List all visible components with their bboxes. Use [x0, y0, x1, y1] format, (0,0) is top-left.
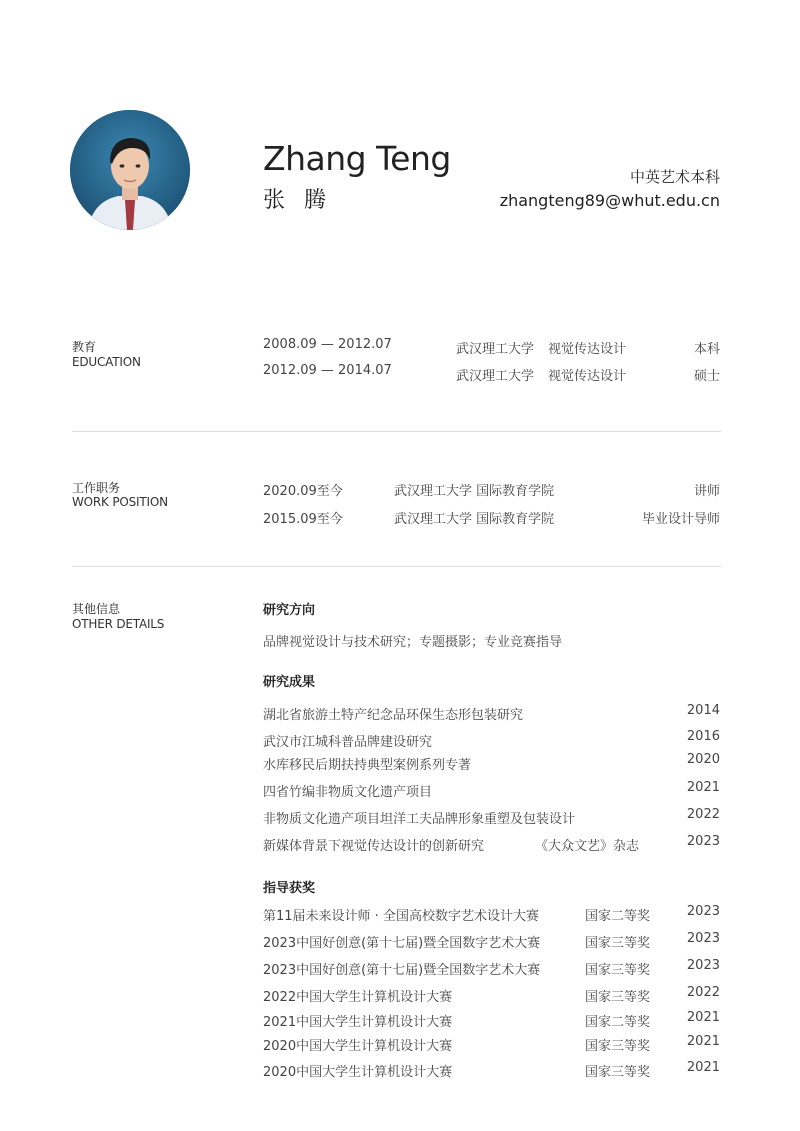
degree-label: 中英艺术本科	[629, 168, 720, 186]
award-level: 国家二等奖	[585, 1015, 651, 1030]
name-chinese: 张 腾	[263, 188, 332, 213]
education-school: 武汉理工大学	[456, 369, 535, 384]
section-divider	[72, 431, 721, 432]
award-year: 2023	[686, 904, 720, 919]
other-heading-en: OTHER DETAILS	[72, 617, 165, 631]
education-major: 视觉传达设计	[548, 342, 627, 357]
award-title: 2020中国大学生计算机设计大赛	[263, 1039, 453, 1054]
award-year: 2021	[686, 1010, 720, 1025]
education-period: 2012.09 — 2014.07	[263, 363, 392, 378]
work-heading-cn: 工作职务	[72, 481, 121, 495]
award-title: 2023中国好创意(第十七届)暨全国数字艺术大赛	[263, 963, 541, 978]
research-direction-text: 品牌视觉设计与技术研究；专题摄影；专业竞赛指导	[263, 635, 563, 650]
work-title: 毕业设计导师	[641, 512, 720, 527]
award-title: 2023中国好创意(第十七届)暨全国数字艺术大赛	[263, 936, 541, 951]
award-level: 国家三等奖	[585, 963, 651, 978]
achievement-title: 武汉市江城科普品牌建设研究	[263, 735, 433, 750]
achievement-title: 水库移民后期扶持典型案例系列专著	[263, 758, 472, 773]
education-degree: 本科	[693, 342, 720, 357]
award-level: 国家二等奖	[585, 909, 651, 924]
achievement-year: 2021	[686, 780, 720, 795]
award-year: 2023	[686, 958, 720, 973]
award-year: 2022	[686, 985, 720, 1000]
award-year: 2021	[686, 1034, 720, 1049]
education-degree: 硕士	[693, 369, 720, 384]
achievements-title: 研究成果	[263, 675, 316, 690]
education-heading-en: EDUCATION	[72, 355, 141, 369]
achievement-note: 《大众文艺》杂志	[535, 839, 640, 854]
achievement-year: 2016	[686, 729, 720, 744]
award-level: 国家三等奖	[585, 1065, 651, 1080]
education-major: 视觉传达设计	[548, 369, 627, 384]
education-heading-cn: 教育	[72, 340, 97, 354]
work-period: 2015.09至今	[263, 512, 343, 527]
name-english: Zhang Teng	[263, 139, 451, 178]
award-year: 2021	[686, 1060, 720, 1075]
award-title: 2022中国大学生计算机设计大赛	[263, 990, 453, 1005]
research-direction-title: 研究方向	[263, 603, 316, 618]
email-address[interactable]: zhangteng89@whut.edu.cn	[499, 191, 720, 210]
achievement-title: 新媒体背景下视觉传达设计的创新研究	[263, 839, 485, 854]
achievement-year: 2023	[686, 834, 720, 849]
award-title: 2021中国大学生计算机设计大赛	[263, 1015, 453, 1030]
section-divider	[72, 566, 721, 567]
work-organization: 武汉理工大学 国际教育学院	[394, 512, 555, 527]
work-period: 2020.09至今	[263, 484, 343, 499]
education-school: 武汉理工大学	[456, 342, 535, 357]
portrait-illustration	[70, 110, 190, 230]
award-title: 第11届未来设计师 · 全国高校数字艺术设计大赛	[263, 909, 539, 924]
awards-title: 指导获奖	[263, 881, 316, 896]
other-heading-cn: 其他信息	[72, 602, 121, 616]
achievement-title: 湖北省旅游土特产纪念品环保生态形包装研究	[263, 708, 524, 723]
award-level: 国家三等奖	[585, 1039, 651, 1054]
award-title: 2020中国大学生计算机设计大赛	[263, 1065, 453, 1080]
award-level: 国家三等奖	[585, 990, 651, 1005]
achievement-year: 2014	[686, 703, 720, 718]
achievement-year: 2022	[686, 807, 720, 822]
achievement-title: 非物质文化遗产项目坦洋工夫品牌形象重塑及包装设计	[263, 812, 576, 827]
award-level: 国家三等奖	[585, 936, 651, 951]
profile-photo	[70, 110, 190, 230]
work-heading-en: WORK POSITION	[72, 495, 168, 509]
work-organization: 武汉理工大学 国际教育学院	[394, 484, 555, 499]
achievement-title: 四省竹编非物质文化遗产项目	[263, 785, 433, 800]
achievement-year: 2020	[686, 752, 720, 767]
education-period: 2008.09 — 2012.07	[263, 337, 392, 352]
work-title: 讲师	[693, 484, 720, 499]
award-year: 2023	[686, 931, 720, 946]
